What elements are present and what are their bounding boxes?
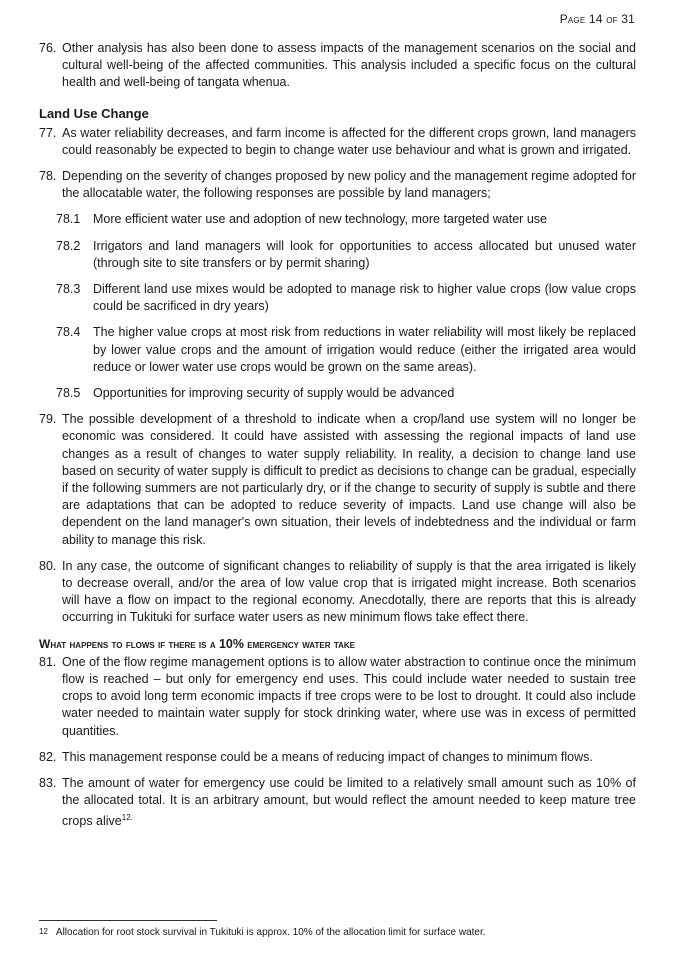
section-heading-emergency-take: What happens to flows if there is a 10% emergency water take bbox=[39, 636, 356, 651]
paragraph-79: 79. The possible development of a threshold to indicate when a crop/land use system will no longer be economic was considered. It could have assisted with assessing the regional impacts of land use changes as a result of changes to water supply reliability. In reality, a decision to change land use based on security of water supply is difficult to predict as decisions to change can be gradual, especially if the following summers are not particularly dry, or if the change to security of supply is subtle and there are adaptations that can be adopted to reduce severity of impacts. Land use change will also be dependent on the land manager's own situation, their levels of indebtedness and the individual or farm ability to manage this risk. bbox=[39, 412, 636, 547]
subparagraph-78-4: 78.4 The higher value crops at most risk from reductions in water reliability will most likely be replaced by lower value crops and the amount of irrigation would reduce (either the irrigated area would reduce or lower water use crops would be grown on the same areas). bbox=[56, 325, 636, 374]
footnote-ref-12[interactable]: 12. bbox=[121, 813, 133, 823]
paragraph-76: 76. Other analysis has also been done to assess impacts of the management scenarios on the social and cultural well-being of the affected communities. This analysis included a specific focus on the cultural health and well-being of tangata whenua. bbox=[39, 41, 636, 90]
paragraph-82: 82. This management response could be a means of reducing impact of changes to minimum flows. bbox=[39, 749, 593, 764]
subparagraph-78-3: 78.3 Different land use mixes would be adopted to manage risk to higher value crops (low value crops could be sacrificed in dry years) bbox=[56, 282, 636, 314]
page-number: Page 14 of 31 bbox=[559, 12, 635, 26]
footnote-divider bbox=[39, 920, 217, 921]
subparagraph-78-1: 78.1 More efficient water use and adoption of new technology, more targeted water use bbox=[56, 212, 547, 227]
paragraph-78: 78. Depending on the severity of changes proposed by new policy and the management regime adopted for the allocatable water, the following responses are possible by land managers; bbox=[39, 169, 636, 201]
section-heading-land-use: Land Use Change bbox=[39, 105, 149, 121]
paragraph-83: 83. The amount of water for emergency use could be limited to a relatively small amount such as 10% of the allocated total. It is an arbitrary amount, but would reflect the amount needed to keep mature tree crops alive$^{12.}$ bbox=[39, 775, 636, 829]
paragraph-81: 81. One of the flow regime management options is to allow water abstraction to continue once the minimum flow is reached – but only for emergency end uses. This could include water needed to sustain tree crops to avoid long term economic impacts if tree crops were to be lost to drought. It could also include water needed to maintain water supply for stock drinking water, where use was in excess of permitted quantities. bbox=[39, 654, 636, 738]
paragraph-80: 80. In any case, the outcome of significant changes to reliability of supply is that the area irrigated is likely to decrease overall, and/or the area of low value crop that is irrigated might increase. Both scenarios will have a flow on impact to the regional economy. Anecdotally, there are reports that this is already occurring in Tukituki for surface water users as new minimum flows take effect there. bbox=[39, 558, 636, 625]
subparagraph-78-5: 78.5 Opportunities for improving security of supply would be advanced bbox=[56, 386, 455, 401]
footnote-12: $^{12}$ Allocation for root stock survival in Tukituki is approx. 10% of the allocation limit for surface water. bbox=[39, 927, 486, 938]
subparagraph-78-2: 78.2 Irrigators and land managers will look for opportunities to access allocated but unused water (through site to site transfers or by permit sharing) bbox=[56, 238, 636, 270]
document-body bbox=[39, 40, 636, 840]
paragraph-77: 77. As water reliability decreases, and farm income is affected for the different crops grown, land managers could reasonably be expected to begin to change water use behaviour and what is grown and irrigated. bbox=[39, 125, 636, 157]
